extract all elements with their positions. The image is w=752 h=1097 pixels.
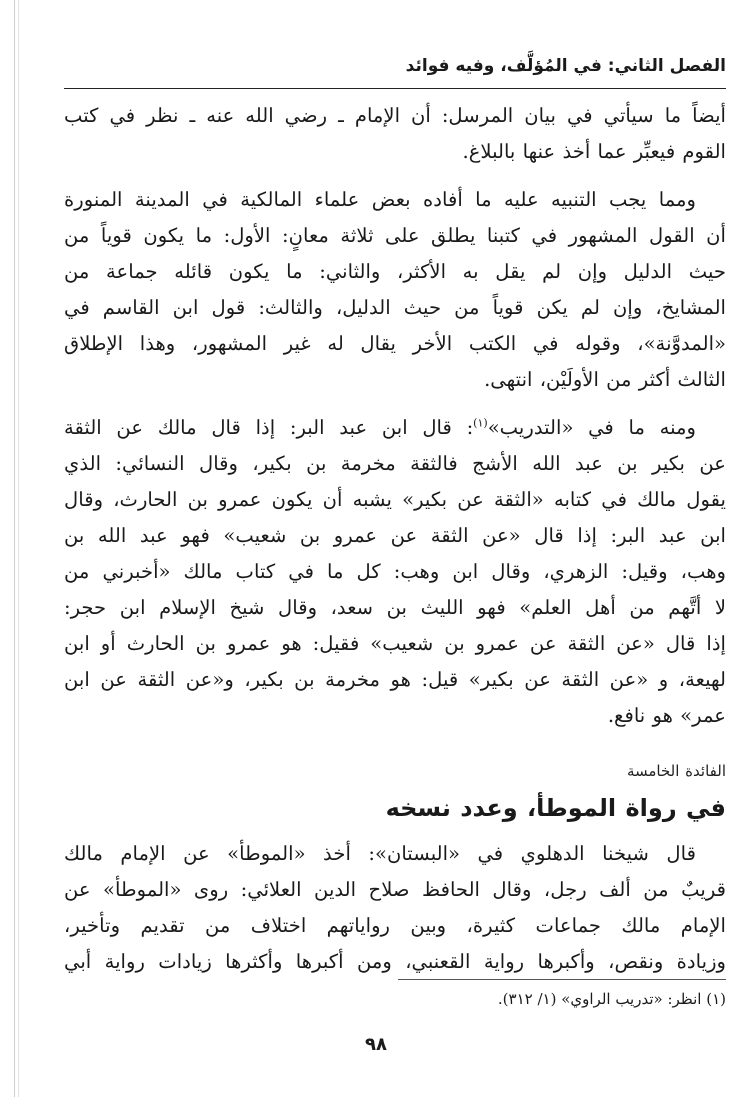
section-label: الفائدة الخامسة xyxy=(626,762,726,780)
text-line: ابن عبد البر: إذا قال «عن الثقة عن عمرو بن شعيب» فهو عبد الله بن xyxy=(64,524,726,547)
text-line xyxy=(64,410,726,446)
text-line: عن بكير بن عبد الله الأشج فالثقة مخرمة بن بكير، وقال النسائي: الذي xyxy=(64,452,726,475)
text-line: القوم فيعبِّر عما أخذ عنها بالبلاغ. xyxy=(462,140,726,163)
footnote-rule xyxy=(398,979,726,980)
page-number: ٩٨ xyxy=(365,1034,387,1055)
footnote-marker: (١) xyxy=(473,416,488,430)
text-line: لا أتَّهم من أهل العلم» فهو الليث بن سعد، وقال شيخ الإسلام ابن حجر: xyxy=(64,596,726,619)
text-line: وزيادة ونقص، وأكبرها رواية القعنبي، ومن أكبرها وأكثرها زيادات رواية أبي xyxy=(64,950,726,973)
text-line: ومما يجب التنبيه عليه ما أفاده بعض علماء المالكية في المدينة المنورة xyxy=(64,188,696,211)
section-title: في رواة الموطأ، وعدد نسخه xyxy=(385,794,726,822)
text-line: الإمام مالك جماعات كثيرة، وبين رواياتهم اختلاف من تقديم وتأخير، xyxy=(64,914,726,937)
text-line: قريبٌ من ألف رجل، وقال الحافظ صلاح الدين العلائي: روى «الموطأ» عن xyxy=(64,878,726,901)
footnote: (١) انظر: «تدريب الراوي» (١/ ٣١٢). xyxy=(497,990,726,1008)
text-line: عمر» هو نافع. xyxy=(607,704,726,727)
page-body xyxy=(64,98,726,992)
running-head: الفصل الثاني: في المُؤلَّف، وفيه فوائد xyxy=(405,56,726,76)
text-line: المشايخ، وإن لم يكن قوياً من حيث الدليل، والثالث: قول ابن القاسم في xyxy=(64,296,726,319)
text-line: «المدوَّنة»، وقوله في الكتب الأخر يقال له غير المشهور، وهذا الإطلاق xyxy=(64,332,726,355)
header-rule xyxy=(64,88,726,89)
paragraph-3 xyxy=(64,410,726,734)
paragraph-2 xyxy=(64,182,726,398)
text-line: وهب، وقيل: الزهري، وقال ابن وهب: كل ما في كتاب مالك «أخبرني من xyxy=(64,560,726,583)
text-line: أن القول المشهور في كتبنا يطلق على ثلاثة معانٍ: الأول: ما يكون قوياً من xyxy=(64,224,726,247)
text-line: يقول مالك في كتابه «الثقة عن بكير» يشبه أن يكون عمرو بن الحارث، وقال xyxy=(64,488,726,511)
text-line: قال شيخنا الدهلوي في «البستان»: أخذ «الموطأ» عن الإمام مالك xyxy=(64,842,696,865)
text-line: الثالث أكثر من الأولَيْن، انتهى. xyxy=(484,368,726,391)
para3-lead-rest: : قال ابن عبد البر: إذا قال مالك عن الثقة xyxy=(64,416,474,439)
paragraph-1 xyxy=(64,98,726,170)
text-line: إذا قال «عن الثقة عن عمرو بن شعيب» فقيل: هو عمرو بن الحارث أو ابن xyxy=(64,632,726,655)
para3-lead: ومنه ما في «التدريب» xyxy=(487,416,696,439)
text-line: لهيعة، و «عن الثقة عن بكير» قيل: هو مخرمة بن بكير، و«عن الثقة عن ابن xyxy=(64,668,726,691)
text-line: حيث الدليل وإن لم يقل به الأكثر، والثاني: ما يكون قائله جماعة من xyxy=(64,260,726,283)
paragraph-4 xyxy=(64,836,726,980)
text-line: أيضاً ما سيأتي في بيان المرسل: أن الإمام ـ رضي الله عنه ـ نظر في كتب xyxy=(64,104,726,127)
